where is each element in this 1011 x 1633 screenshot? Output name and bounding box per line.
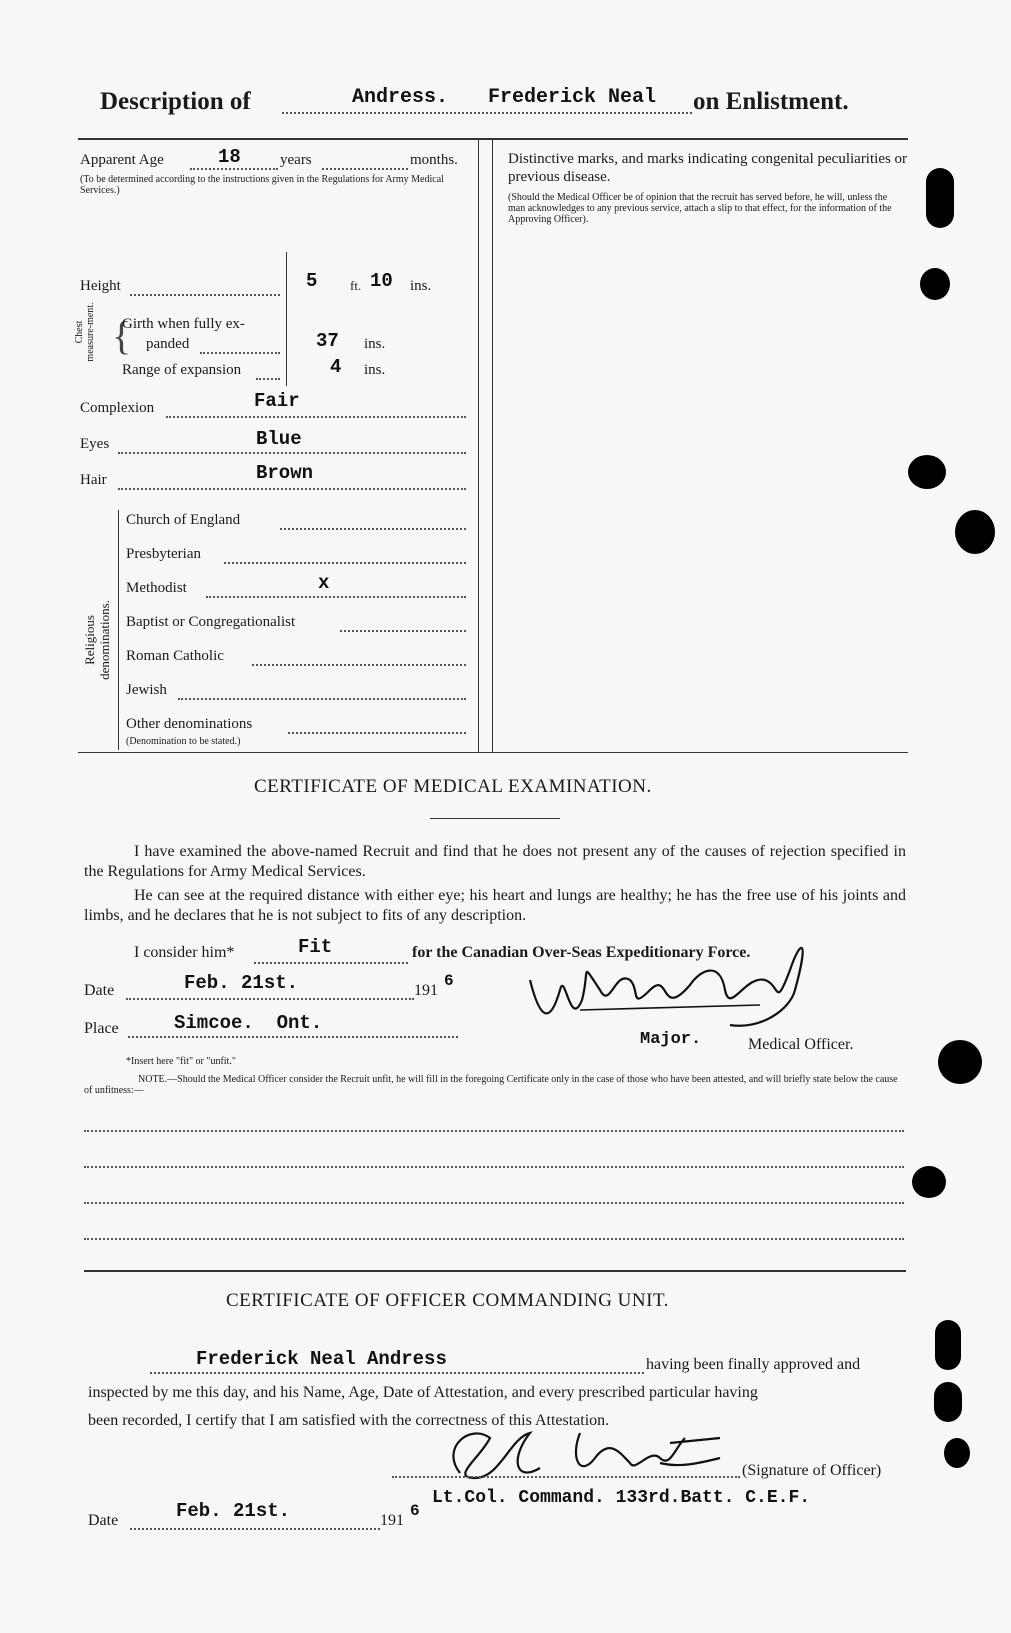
header-prefix: Description of (100, 88, 251, 115)
signature-label: (Signature of Officer) (742, 1462, 882, 1479)
medical-place: Simcoe. Ont. (174, 1012, 323, 1034)
medical-date: Feb. 21st. (184, 972, 299, 994)
punch-hole (934, 1382, 962, 1422)
marks-note: (Should the Medical Officer be of opinion that the recruit has served before, he will, unless the man acknowledges to any previous service, attach a slip to that effect, for the information of the Approving Officer). (508, 192, 892, 225)
unfit-line (84, 1202, 904, 1204)
section-rule (78, 752, 908, 753)
fitness-value: Fit (298, 936, 333, 958)
religion-baptist: Baptist or Congregationalist (126, 614, 296, 630)
punch-hole (920, 268, 950, 300)
range-label: Range of expansion (122, 362, 242, 378)
punch-hole (935, 1320, 961, 1370)
marks-heading: Distinctive marks, and marks indicating congenital peculiarities or previous disease. (508, 151, 908, 185)
recruit-name: Frederick Neal Andress (196, 1348, 447, 1370)
commanding-line3: been recorded, I certify that I am satisfied with the correctness of this Attestation. (88, 1412, 610, 1429)
medical-date-label: Date (84, 982, 115, 999)
chest-label: Chest measure-ment. (74, 302, 96, 362)
height-in: 10 (370, 270, 393, 292)
header-suffix: on Enlistment. (693, 88, 849, 115)
medical-officer-label: Medical Officer. (748, 1036, 854, 1053)
age-years: 18 (218, 146, 241, 168)
eyes-value: Blue (256, 428, 302, 450)
surname: Andress. (352, 86, 449, 109)
hair-value: Brown (256, 462, 314, 484)
column-divider (492, 140, 493, 752)
medical-para1: I have examined the above-named Recruit and find that he does not present any of the causes of rejection specified in the Regulations for Army Medical Services. (84, 843, 906, 880)
religion-presbyterian: Presbyterian (126, 546, 201, 562)
religion-roman-catholic: Roman Catholic (126, 648, 224, 664)
complexion-value: Fair (254, 390, 300, 412)
punch-hole (926, 168, 954, 228)
force-text: for the Canadian Over-Seas Expeditionary Force. (412, 944, 751, 961)
commanding-date: Feb. 21st. (176, 1500, 291, 1522)
girth-label: Girth when fully ex- (122, 316, 245, 332)
rank-unit: Lt.Col. Command. 133rd.Batt. C.E.F. (432, 1488, 811, 1508)
religion-jewish: Jewish (126, 682, 167, 698)
eyes-label: Eyes (80, 436, 110, 452)
commanding-title: CERTIFICATE OF OFFICER COMMANDING UNIT. (226, 1290, 669, 1311)
left-inner-divider (286, 252, 287, 386)
after-name-text: having been finally approved and (646, 1356, 861, 1373)
religion-label: Religious denominations. (82, 600, 112, 680)
commanding-date-label: Date (88, 1512, 119, 1529)
punch-hole (938, 1040, 982, 1084)
denomination-note: (Denomination to be stated.) (126, 736, 241, 747)
commanding-line2: inspected by me this day, and his Name, Age, Date of Attestation, and every prescribed particular having (88, 1384, 758, 1401)
commanding-year-digit: 6 (410, 1502, 420, 1520)
age-note: (To be determined according to the instructions given in the Regulations for Army Medical Services.) (80, 174, 444, 196)
section-rule (84, 1270, 906, 1272)
punch-hole (944, 1438, 970, 1468)
insert-note: *Insert here "fit" or "unfit." (126, 1056, 236, 1067)
medical-officer-signature (520, 930, 820, 1040)
unfit-note: NOTE.—Should the Medical Officer consider the Recruit unfit, he will fill in the foregoing Certificate only in the case of those who have been attested, and will briefly state below the cause of unfitness:— (84, 1074, 898, 1096)
given-names: Frederick Neal (488, 86, 657, 109)
unfit-line (84, 1130, 904, 1132)
girth-value: 37 (316, 330, 339, 352)
punch-hole (955, 510, 995, 554)
range-value: 4 (330, 356, 342, 378)
attestation-page: Description of Andress. Frederick Neal on Enlistment. Apparent Age 18 years months. (To be determined according to the instructions given in the Regulations for Army Medical Services.) Height 5 ft. 10 ins. Chest measure-ment. { Girth when fully ex- panded 37 ins. Range of expansion 4 ins. Complexion Fair Eyes Blue Hair Brown Religious denominations. Church of England Presbyterian Methodist x Baptist or Congregationalist Roman Catholic Jewish Other denominations (Denomination to be stated.) Distinctive marks, and marks indicating congenital peculiarities or previous disease. (Should the Medical Officer be of opinion that the recruit has served before, he will, unless the man acknowledges to any previous service, attach a slip to that effect, for the information of the Approving Officer). CERTIFICATE OF MEDICAL EXAMINATION. I have examined the above-named Recruit and find that he does not present any of the causes of rejection specified in the Regulations for Army Medical Services. He can see at the required distance with either eye; his heart and lungs are healthy; he has the free use of his joints and limbs, and he declares that he is not subject to fits of any description. I consider him* Fit for the Canadian Over-Seas Expeditionary Force. Date Feb. 21st. 191 6 Place Simcoe. Ont. Major. Medical Officer. *Insert here "fit" or "unfit." NOTE.—Should the Medical Officer consider the Recruit unfit, he will fill in the foregoing Certificate only in the case of those who have been attested, and will briefly state below the cause of unfitness:— CERTIFICATE OF OFFICER COMMANDING UNIT. Frederick Neal Andress having been finally approved and inspected by me this day, and his Name, Age, Date of Attestation, and every prescribed particular having been recorded, I certify that I am satisfied with the correctness of this Attestation. (Signature of Officer) Lt.Col. Command. 133rd.Batt. C.E.F. Date Feb. 21st. 191 6 (0, 0, 1011, 1633)
punch-hole (912, 1166, 946, 1198)
hair-label: Hair (80, 472, 107, 488)
religion-other: Other denominations (126, 716, 253, 732)
apparent-age-label: Apparent Age (80, 152, 164, 168)
religion-church-of-england: Church of England (126, 512, 241, 528)
medical-para2: He can see at the required distance with either eye; his heart and lungs are healthy; he has the free use of his joints and limbs, and he declares that he is not subject to fits of any description. (84, 887, 906, 924)
medical-title: CERTIFICATE OF MEDICAL EXAMINATION. (254, 776, 652, 797)
complexion-label: Complexion (80, 400, 155, 416)
consider-label: I consider him* (134, 944, 235, 961)
medical-year-digit: 6 (444, 972, 454, 990)
unfit-line (84, 1238, 904, 1240)
height-ft: 5 (306, 270, 318, 292)
religion-methodist-mark: x (318, 572, 330, 594)
unfit-line (84, 1166, 904, 1168)
religion-bracket (118, 510, 119, 750)
religion-methodist: Methodist (126, 580, 187, 596)
height-label: Height (80, 278, 121, 294)
medical-place-label: Place (84, 1020, 119, 1037)
commanding-officer-signature (420, 1418, 740, 1498)
top-rule (78, 138, 908, 140)
medical-rank: Major. (640, 1030, 702, 1049)
punch-hole (908, 455, 946, 489)
